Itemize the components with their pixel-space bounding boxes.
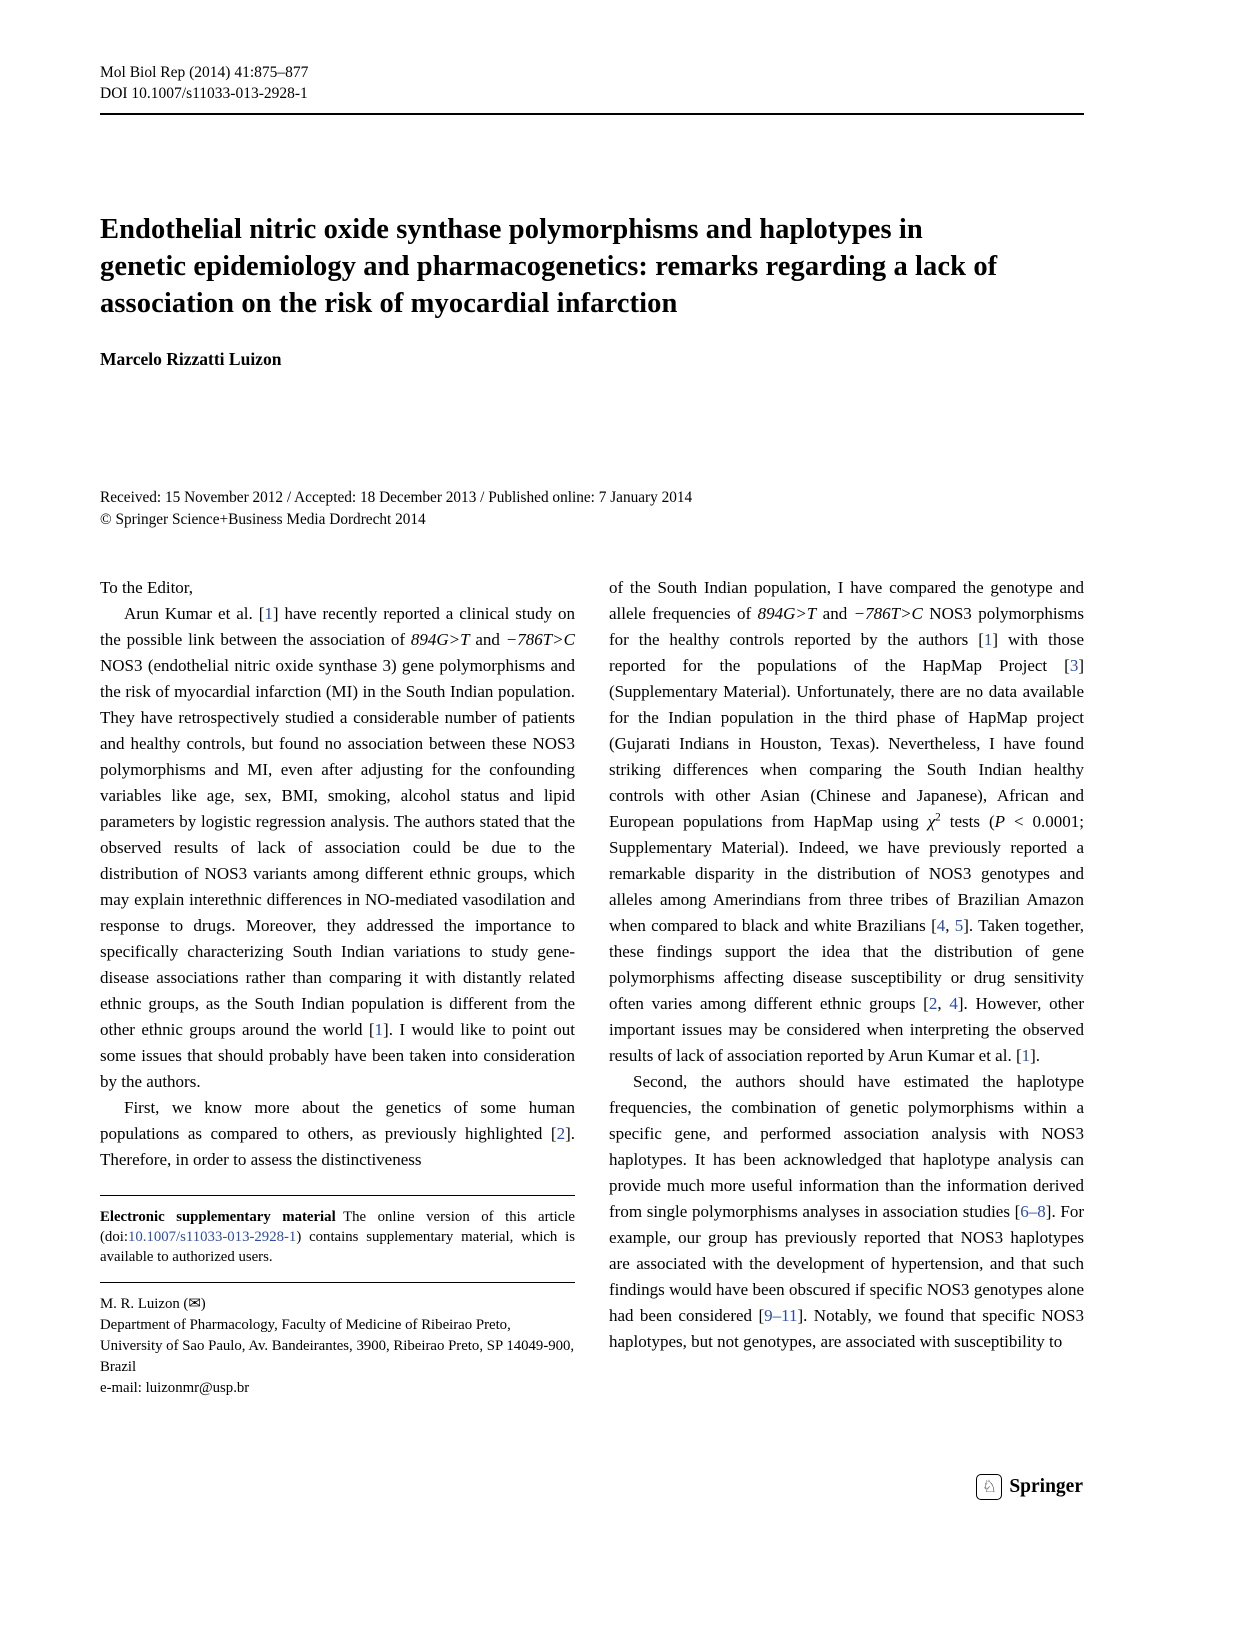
- author-contact-name: [100, 1294, 575, 1315]
- citation-link[interactable]: 6–8: [1020, 1202, 1046, 1221]
- paragraph-3: [609, 1069, 1084, 1355]
- text-run: NOS3 (endothelial nitric oxide synthase 3) gene polymorphisms and the risk of myocardial infarction (MI) in the South Indian population. They have retrospectively studied a considerable number of patients and healthy controls, but found no association between these NOS3 polymorphisms and MI, even after adjusting for the confounding variables like age, sex, BMI, smoking, alcohol status and lipid parameters by logistic regression analysis. The authors stated that the observed results of lack of association could be due to the distribution of NOS3 variants among different ethnic groups, which may explain interethnic differences in NO-mediated vasodilation and response to drugs. Moreover, they addressed the importance to specifically characterizing South Indian variations to study gene-disease associations rather than comparing it with distantly related ethnic groups, as the South Indian population is different from the other ethnic groups around the world [: [100, 656, 575, 1039]
- journal-header: [100, 62, 1084, 104]
- text-run: 894G>T: [410, 630, 470, 649]
- doi-line: DOI 10.1007/s11033-013-2928-1: [100, 85, 308, 102]
- text-run: ] with those reported for the populations of the HapMap Project [: [609, 630, 1084, 675]
- page-content: [100, 62, 1084, 1399]
- citation-link[interactable]: 4: [949, 994, 958, 1013]
- text-run: First, we know more about the genetics of some human populations as compared to others, as previously highlighted [: [100, 1098, 575, 1143]
- text-run: ]. For example, our group has previously reported that NOS3 haplotypes are associated with the development of hypertension, and that such findings would have been obscured if specific NOS3 genotypes alone had been considered [: [609, 1202, 1084, 1325]
- dates-line: Received: 15 November 2012 / Accepted: 18 December 2013 / Published online: 7 January 2014: [100, 489, 693, 506]
- article-body: [100, 575, 1084, 1399]
- text-run: ,: [937, 994, 950, 1013]
- doi-link[interactable]: 10.1007/s11033-013-2928-1: [127, 1229, 297, 1245]
- footnote-rule-mid: [100, 1282, 575, 1283]
- text-run: e-mail: luizonmr@usp.br: [100, 1380, 250, 1396]
- text-run: of the South Indian population, I have compared the genotype and allele frequencies of: [609, 578, 1084, 623]
- citation-link[interactable]: 1: [264, 604, 273, 623]
- text-run: ]. Notably, we found that specific NOS3 haplotypes, but not genotypes, are associated with susceptibility to: [609, 1306, 1084, 1351]
- publisher-mark: [976, 1474, 1083, 1500]
- journal-reference: Mol Biol Rep (2014) 41:875–877: [100, 64, 309, 81]
- salutation: [100, 575, 575, 601]
- text-run: ]. Therefore, in order to assess the distinctiveness: [100, 1124, 575, 1169]
- author-address-block: [100, 1294, 575, 1399]
- paragraph-2: [100, 1095, 575, 1173]
- citation-link[interactable]: 4: [936, 916, 946, 935]
- text-run: ] have recently reported a clinical study on the possible link between the association of: [100, 604, 576, 649]
- text-run: ,: [945, 916, 955, 935]
- text-run: NOS3 polymorphisms for the healthy controls reported by the authors [: [609, 604, 1085, 649]
- text-run: −786T>C: [853, 604, 923, 623]
- citation-link[interactable]: 2: [928, 994, 938, 1013]
- text-run: ] (Supplementary Material). Unfortunately, there are no data available for the Indian population in the third phase of HapMap project (Gujarati Indians in Houston, Texas). Nevertheless, I have found striking differences when comparing the South Indian healthy controls with other Asian (Chinese and Japanese), African and European populations from HapMap using: [609, 656, 1084, 831]
- article-title: Endothelial nitric oxide synthase polymorphisms and haplotypes in genetic epidemiology and pharmacogenetics: remarks regarding a lack of association on the risk of myocardial infarction: [100, 214, 998, 319]
- citation-link[interactable]: 2: [556, 1124, 566, 1143]
- citation-link[interactable]: 3: [1069, 656, 1079, 675]
- citation-link[interactable]: 5: [954, 916, 964, 935]
- author-affiliation: [100, 1315, 575, 1378]
- envelope-icon: ✉: [188, 1296, 201, 1312]
- text-run: ].: [1030, 1046, 1041, 1065]
- paragraph-1-continued: [609, 575, 1084, 1069]
- text-run: ): [200, 1296, 206, 1312]
- text-run: and: [469, 630, 506, 649]
- text-run: Electronic supplementary material: [100, 1209, 336, 1225]
- left-column-text: [100, 575, 575, 1173]
- supplementary-material-note: [100, 1207, 575, 1267]
- author-email: [100, 1378, 575, 1399]
- publication-dates: [100, 487, 1084, 531]
- text-run: M. R. Luizon (: [100, 1296, 189, 1312]
- header-rule: [100, 113, 1084, 115]
- text-run: Department of Pharmacology, Faculty of Medicine of Ribeirao Preto, University of Sao Paulo, Av. Bandeirantes, 3900, Ribeirao Preto, SP 14049-900, Brazil: [100, 1317, 575, 1375]
- text-run: 2: [935, 811, 941, 824]
- citation-link[interactable]: 1: [983, 630, 993, 649]
- text-run: P: [994, 812, 1005, 831]
- supplementary-footnote: [100, 1207, 575, 1267]
- text-run: ]. Taken together, these findings support the idea that the distribution of gene polymorphisms affecting disease susceptibility or drug sensitivity often varies among different ethnic groups [: [609, 916, 1084, 1013]
- text-run: tests (: [940, 812, 995, 831]
- text-run: Arun Kumar et al. [: [124, 604, 265, 623]
- citation-link[interactable]: 1: [1021, 1046, 1031, 1065]
- right-column-text: [609, 575, 1084, 1355]
- text-run: 894G>T: [757, 604, 817, 623]
- text-run: The online version of this article (doi:: [100, 1209, 575, 1245]
- text-run: −786T>C: [505, 630, 575, 649]
- springer-logo-icon: ♘: [976, 1474, 1002, 1500]
- citation-link[interactable]: 1: [374, 1020, 384, 1039]
- text-run: and: [816, 604, 854, 623]
- text-run: < 0.0001; Supplementary Material). Indeed, we have previously reported a remarkable disparity in the distribution of NOS3 genotypes and alleles among Amerindians from three tribes of Brazilian Amazon when compared to black and white Brazilians [: [609, 812, 1084, 935]
- text-run: Second, the authors should have estimated the haplotype frequencies, the combination of genetic polymorphisms within a specific gene, and performed association analysis with NOS3 haplotypes. It has been acknowledged that haplotype analysis can provide much more useful information than the information derived from single polymorphisms analyses in association studies [: [609, 1072, 1084, 1221]
- citation-link[interactable]: 9–11: [764, 1306, 798, 1325]
- text-run: χ: [927, 812, 936, 831]
- paragraph-1: [100, 601, 575, 1095]
- left-column: [100, 575, 575, 1399]
- text-run: ]. I would like to point out some issues that should probably have been taken into consideration by the authors.: [100, 1020, 575, 1091]
- author-name: Marcelo Rizzatti Luizon: [100, 349, 282, 369]
- text-run: To the Editor,: [100, 578, 194, 597]
- publisher-name: Springer: [1009, 1476, 1083, 1497]
- copyright-line: © Springer Science+Business Media Dordrecht 2014: [100, 511, 426, 528]
- footnote-rule-top: [100, 1195, 575, 1196]
- text-run: ]. However, other important issues may be considered when interpreting the observed results of lack of association reported by Arun Kumar et al. [: [609, 994, 1084, 1065]
- right-column: [609, 575, 1084, 1399]
- text-run: ) contains supplementary material, which is available to authorized users.: [100, 1229, 575, 1265]
